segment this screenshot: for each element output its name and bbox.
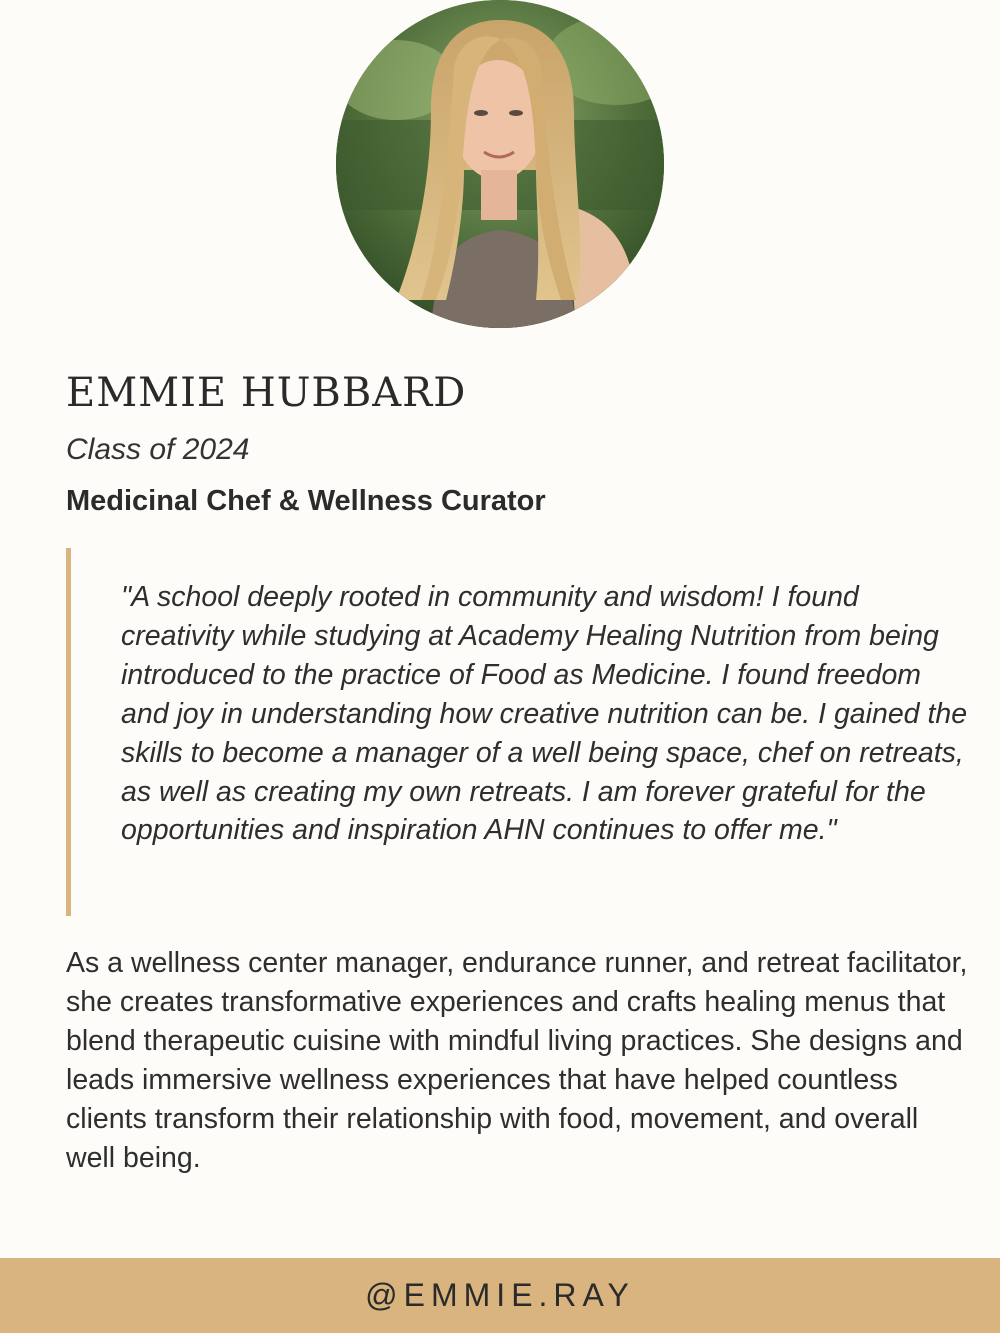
role-title: Medicinal Chef & Wellness Curator xyxy=(66,485,546,517)
quote-accent-bar xyxy=(66,548,71,916)
bio-paragraph: As a wellness center manager, endurance runner, and retreat facilitator, she creates transformative experiences and crafts healing menus that blend therapeutic cuisine with mindful living practices. She designs and leads immersive wellness experiences that have helped countless clients transform their relationship with food, movement, and overall well being. xyxy=(66,947,968,1174)
portrait-photo-icon xyxy=(336,0,664,328)
profile-name: EMMIE HUBBARD xyxy=(66,370,467,416)
footer-banner xyxy=(0,1258,1000,1333)
social-handle: @EMMIE.RAY xyxy=(365,1277,635,1313)
class-year: Class of 2024 xyxy=(66,433,250,466)
avatar xyxy=(336,0,664,328)
testimonial-quote: "A school deeply rooted in community and wisdom! I found creativity while studying at Academy Healing Nutrition from being introduced to the practice of Food as Medicine. I found freedom and joy in understanding how creative nutrition can be. I gained the skills to become a manager of a well being space, chef on retreats, as well as creating my own retreats. I am forever grateful for the opportunities and inspiration AHN continues to offer me." xyxy=(121,581,968,847)
